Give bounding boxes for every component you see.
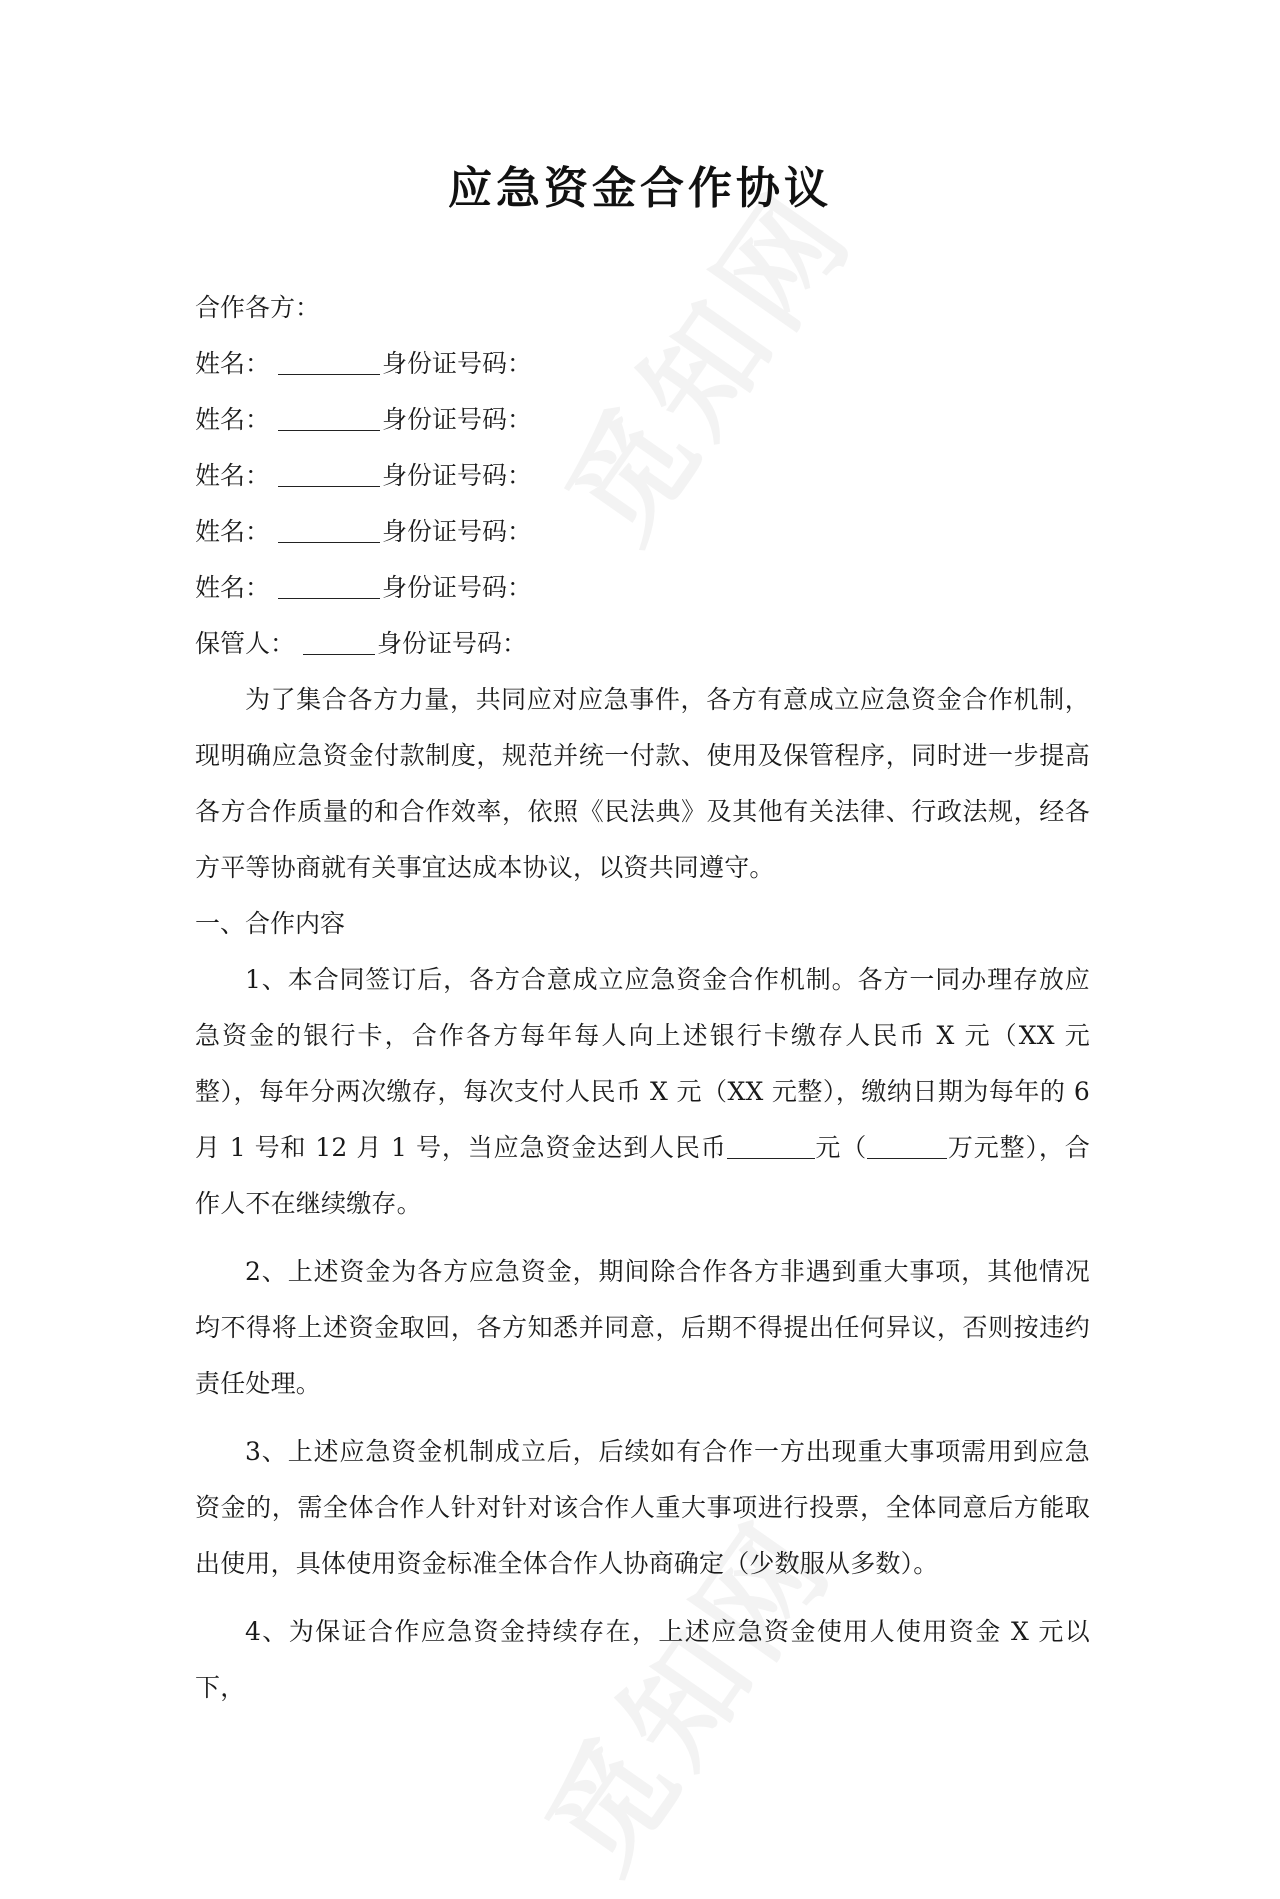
party-row (195, 448, 1090, 504)
document-title: 应急资金合作协议 (448, 163, 832, 214)
party-name-label: 姓名： (195, 405, 271, 434)
party-id-label: 身份证号码： (382, 517, 533, 546)
document-body (195, 280, 1090, 1716)
party-name-label: 姓名： (195, 573, 271, 602)
party-name-blank[interactable] (278, 459, 380, 488)
amount-blank[interactable] (727, 1131, 815, 1160)
clause-1-text: 元（ (814, 1133, 868, 1162)
party-id-label: 身份证号码： (382, 349, 533, 378)
clause-2: 2、上述资金为各方应急资金，期间除合作各方非遇到重大事项，其他情况均不得将上述资金取回，各方知悉并同意，后期不得提出任何异议，否则按违约责任处理。 (195, 1257, 1090, 1398)
party-name-label: 姓名： (195, 461, 271, 490)
clause-1-text: 万元整），合作人不在继续缴存。 (195, 1133, 1090, 1218)
party-name-blank[interactable] (278, 347, 380, 376)
keeper-row (195, 616, 1090, 672)
parties-heading: 合作各方： (195, 293, 321, 322)
preamble-paragraph: 为了集合各方力量，共同应对应急事件，各方有意成立应急资金合作机制，现明确应急资金付款制度，规范并统一付款、使用及保管程序，同时进一步提高各方合作质量的和合作效率，依照《民法典》及其他有关法律、行政法规，经各方平等协商就有关事宜达成本协议，以资共同遵守。 (195, 685, 1090, 882)
party-id-label: 身份证号码： (382, 405, 533, 434)
party-id-label: 身份证号码： (382, 573, 533, 602)
party-row (195, 504, 1090, 560)
party-row (195, 392, 1090, 448)
keeper-label: 保管人： (195, 629, 296, 658)
party-name-blank[interactable] (278, 515, 380, 544)
party-row (195, 336, 1090, 392)
party-name-blank[interactable] (278, 403, 380, 432)
party-id-label: 身份证号码： (382, 461, 533, 490)
party-name-label: 姓名： (195, 517, 271, 546)
party-row (195, 560, 1090, 616)
keeper-name-blank[interactable] (303, 627, 375, 656)
amount-wan-blank[interactable] (867, 1131, 947, 1160)
clause-1 (195, 952, 1090, 1232)
clause-4: 4、为保证合作应急资金持续存在，上述应急资金使用人使用资金 X 元以下， (195, 1617, 1090, 1702)
clause-1-text: 1、本合同签订后，各方合意成立应急资金合作机制。各方一同办理存放应急资金的银行卡，合作各方每年每人向上述银行卡缴存人民币 X 元（XX 元整），每年分两次缴存，每次支付人民币 X 元（XX 元整），缴纳日期为每年的 6 月 1 号和 12 月 1 号，当应急资金达到人民币 (195, 965, 1090, 1162)
keeper-id-label: 身份证号码： (377, 629, 528, 658)
party-name-blank[interactable] (278, 571, 380, 600)
section-heading: 一、合作内容 (195, 909, 346, 938)
party-name-label: 姓名： (195, 349, 271, 378)
clause-3: 3、上述应急资金机制成立后，后续如有合作一方出现重大事项需用到应急资金的，需全体合作人针对针对该合作人重大事项进行投票，全体同意后方能取出使用，具体使用资金标准全体合作人协商确定（少数服从多数）。 (195, 1437, 1090, 1578)
